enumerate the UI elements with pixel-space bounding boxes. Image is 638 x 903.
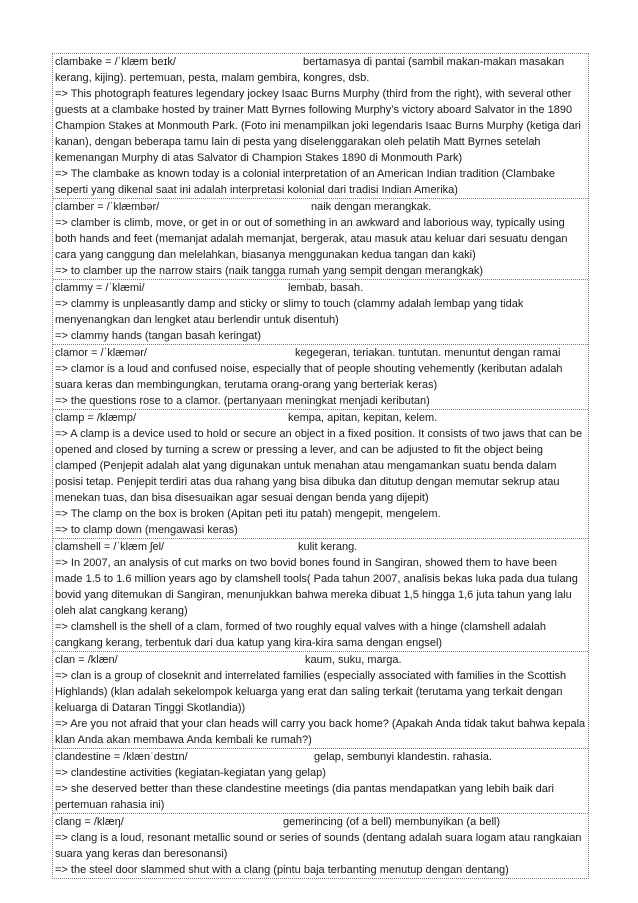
entry-line: => clamshell is the shell of a clam, formed of two roughly equal valves with a hinge (clamshell adalah cangkang kerang, terbentuk dari dua katup yang kira-kira sama dengan engsel): [55, 621, 546, 649]
entry-line: kerang, kijing). pertemuan, pesta, malam gembira, kongres, dsb.: [55, 72, 370, 84]
entry-line: => clamor is a loud and confused noise, especially that of people shouting vehemently (keributan adalah suara keras dan membingungkan, terutama orang-orang yang berteriak keras): [55, 363, 563, 391]
meaning: gelap, sembunyi klandestin. rahasia.: [314, 751, 492, 763]
entry-clandestine: [53, 749, 588, 814]
entry-line: => the questions rose to a clamor. (pertanyaan meningkat menjadi keributan): [55, 395, 430, 407]
entry-line: => A clamp is a device used to hold or secure an object in a fixed position. It consists of two jaws that can be opened and closed by turning a screw or pressing a lever, and can be adjusted to fit the object being clamped (Penjepit adalah alat yang digunakan untuk menahan atau mengamankan suatu benda dalam posisi tetap. Penjepit terdiri atas dua rahang yang bisa dibuka dan ditutup dengan memutar sekrup atau menekan tuas, dan bisa disesuaikan agar sesuai dengan benda yang dijepit): [55, 428, 583, 504]
headword: clambake = /ˈklæm beɪk/: [55, 56, 176, 68]
entry-line: => The clamp on the box is broken (Apitan peti itu patah) mengepit, mengelem.: [55, 508, 441, 520]
entry-line: => clamber is climb, move, or get in or out of something in an awkward and laborious way, typically using both hands and feet (memanjat adalah memanjat, bergerak, atau masuk atau keluar dari sesuatu dengan cara yang canggung dan melelahkan, biasanya menggunakan kedua tangan dan kaki): [55, 217, 568, 261]
entry-head: [55, 814, 586, 830]
entry-line: => clan is a group of closeknit and interrelated families (especially associated with families in the Scottish Highlands) (klan adalah sekelompok keluarga yang erat dan saling terkait (terutama yang terkait dengan keluarga di Dataran Tinggi Skotlandia)): [55, 670, 567, 714]
entry-line: => clang is a loud, resonant metallic sound or series of sounds (dentang adalah suara logam atau rangkaian suara yang keras dan beresonansi): [55, 832, 582, 860]
entry-head: [55, 199, 586, 215]
entry-head: [55, 280, 586, 296]
entry-clamber: [53, 199, 588, 280]
headword: clang = /klæŋ/: [55, 816, 124, 828]
meaning: kempa, apitan, kepitan, kelem.: [288, 412, 438, 424]
meaning: naik dengan merangkak.: [311, 201, 432, 213]
entry-line: => In 2007, an analysis of cut marks on two bovid bones found in Sangiran, showed them to have been made 1.5 to 1.6 million years ago by clamshell tools( Pada tahun 2007, analisis bekas luka pada dua tulang bovid yang ditemukan di Sangiran, menunjukkan bahwa mereka dibuat 1,5 hingga 1,6 juta tahun yang lalu oleh alat cangkang kerang): [55, 557, 578, 617]
entry-clamshell: [53, 539, 588, 652]
meaning: kegegeran, teriakan. tuntutan. menuntut dengan ramai: [295, 347, 561, 359]
entry-line: => This photograph features legendary jockey Isaac Burns Murphy (third from the right), with several other guests at a clambake hosted by trainer Matt Byrnes following Murphy’s victory aboard Salvator in the 1890 Champion Stakes at Monmouth Park. (Foto ini menampilkan joki legendaris Isaac Burns Murphy (ketiga dari kanan), dengan beberapa tamu lain di pesta yang diselenggarakan oleh pelatih Matt Byrnes setelah kemenangan Murphy di atas Salvator di Champion Stakes 1890 di Monmouth Park): [55, 88, 581, 164]
entry-clammy: [53, 280, 588, 345]
entry-head: [55, 345, 586, 361]
entry-line: => Are you not afraid that your clan heads will carry you back home? (Apakah Anda tidak takut bahwa kepala klan Anda akan membawa Anda kembali ke rumah?): [55, 718, 586, 746]
headword: clammy = /ˈklæmi/: [55, 282, 145, 294]
entry-head: [55, 54, 586, 70]
entry-line: => The clambake as known today is a colonial interpretation of an American Indian tradition (Clambake seperti yang dikenal saat ini adalah interpretasi kolonial dari tradisi Indian Amerika): [55, 168, 555, 196]
entry-line: => clammy is unpleasantly damp and sticky or slimy to touch (clammy adalah lembap yang tidak menyenangkan dan lengket atau berlendir untuk disentuh): [55, 298, 524, 326]
entry-clambake: [53, 54, 588, 199]
entry-line: => clandestine activities (kegiatan-kegiatan yang gelap): [55, 767, 326, 779]
entry-line: => to clamp down (mengawasi keras): [55, 524, 238, 536]
entry-head: [55, 539, 586, 555]
headword: clamp = /klæmp/: [55, 412, 136, 424]
entry-head: [55, 652, 586, 668]
meaning: kaum, suku, marga.: [305, 654, 402, 666]
dictionary-page: [52, 53, 589, 879]
entry-clang: [53, 814, 588, 878]
meaning: lembab, basah.: [288, 282, 364, 294]
entry-head: [55, 749, 586, 765]
meaning: gemerincing (of a bell) membunyikan (a bell): [283, 816, 501, 828]
entry-head: [55, 410, 586, 426]
headword: clamshell = /ˈklæm ʃel/: [55, 541, 165, 553]
entry-clamp: [53, 410, 588, 539]
entry-clan: [53, 652, 588, 749]
entry-clamor: [53, 345, 588, 410]
headword: clan = /klæn/: [55, 654, 118, 666]
meaning: bertamasya di pantai (sambil makan-makan masakan: [303, 56, 565, 68]
entry-line: => the steel door slammed shut with a clang (pintu baja terbanting menutup dengan dentang): [55, 864, 509, 876]
headword: clandestine = /klænˈdestɪn/: [55, 751, 188, 763]
headword: clamor = /ˈklæmər/: [55, 347, 147, 359]
entry-line: => to clamber up the narrow stairs (naik tangga rumah yang sempit dengan merangkak): [55, 265, 484, 277]
meaning: kulit kerang.: [298, 541, 358, 553]
entry-line: => clammy hands (tangan basah keringat): [55, 330, 262, 342]
entry-line: => she deserved better than these clandestine meetings (dia pantas mendapatkan yang lebih baik dari pertemuan rahasia ini): [55, 783, 554, 811]
headword: clamber = /ˈklæmbər/: [55, 201, 160, 213]
